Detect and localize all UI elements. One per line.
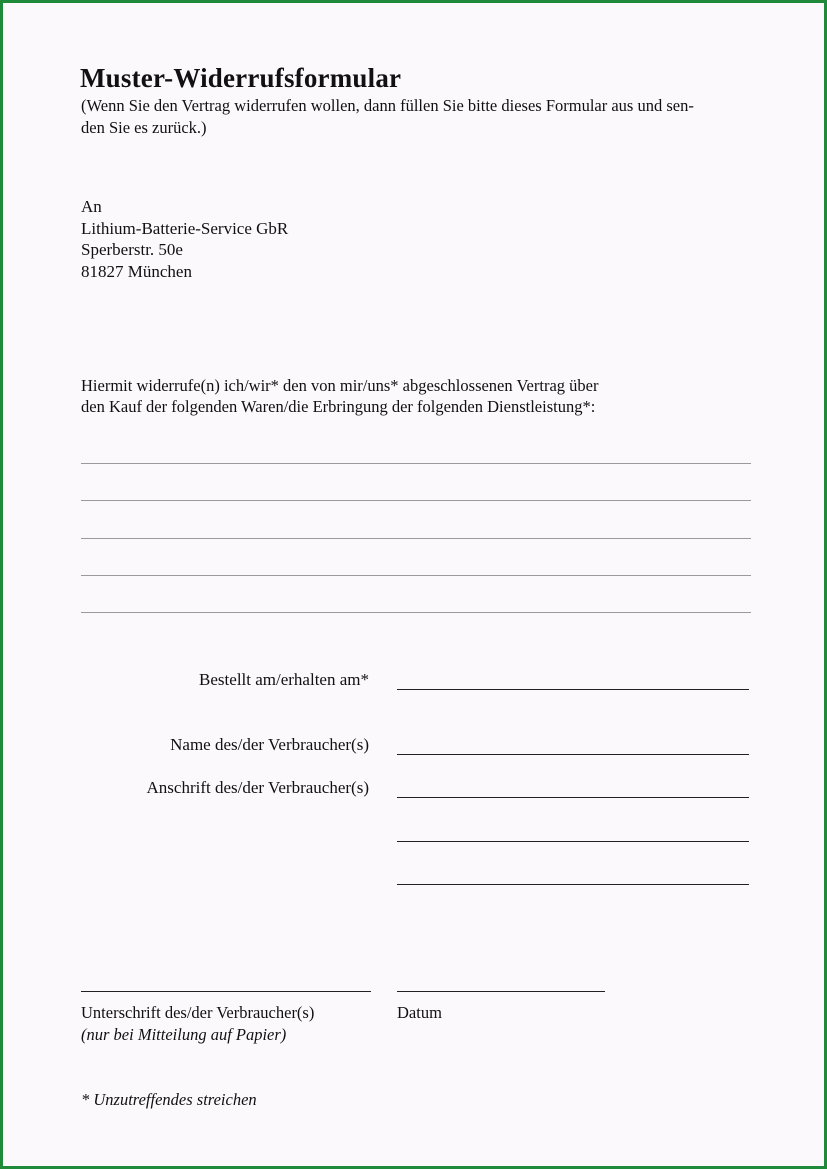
footnote: * Unzutreffendes streichen <box>81 1090 257 1109</box>
form-title: Muster-Widerrufsformular <box>80 63 402 93</box>
signature-field[interactable] <box>81 991 371 992</box>
signature-note: (nur bei Mitteilung auf Papier) <box>81 1025 287 1044</box>
statement-line-2: den Kauf der folgenden Waren/die Erbringung der folgenden Dienstleistung*: <box>81 397 596 416</box>
recipient-city: 81827 München <box>81 261 192 281</box>
goods-write-line-1[interactable] <box>81 463 751 464</box>
recipient-street: Sperberstr. 50e <box>81 240 183 259</box>
withdrawal-statement <box>81 375 598 417</box>
consumer-address-field-2[interactable] <box>397 841 749 842</box>
consumer-address-label: Anschrift des/der Verbraucher(s) <box>146 778 369 797</box>
date-label: Datum <box>397 1003 442 1022</box>
signature-label: Unterschrift des/der Verbraucher(s) <box>81 1003 315 1022</box>
consumer-name-field[interactable] <box>397 754 749 755</box>
form-subtitle <box>81 95 753 139</box>
recipient-to: An <box>81 197 102 216</box>
goods-write-line-4[interactable] <box>81 575 751 576</box>
consumer-address-field-1[interactable] <box>397 797 749 798</box>
recipient-address <box>81 196 288 282</box>
consumer-address-field-3[interactable] <box>397 884 749 885</box>
form-subtitle-line-2: den Sie es zurück.) <box>81 118 207 137</box>
goods-write-line-5[interactable] <box>81 612 751 613</box>
form-subtitle-line-1: (Wenn Sie den Vertrag widerrufen wollen, dann füllen Sie bitte dieses Formular aus und sen- <box>81 96 694 115</box>
goods-write-line-3[interactable] <box>81 538 751 539</box>
recipient-company: Lithium-Batterie-Service GbR <box>81 218 289 238</box>
goods-write-line-2[interactable] <box>81 500 751 501</box>
date-field[interactable] <box>397 991 605 992</box>
consumer-name-label: Name des/der Verbraucher(s) <box>170 735 369 754</box>
signature-label-block <box>81 1002 314 1046</box>
ordered-date-field[interactable] <box>397 689 749 690</box>
statement-line-1: Hiermit widerrufe(n) ich/wir* den von mir/uns* abgeschlossenen Vertrag über <box>81 376 599 395</box>
ordered-date-label: Bestellt am/erhalten am* <box>199 670 369 689</box>
